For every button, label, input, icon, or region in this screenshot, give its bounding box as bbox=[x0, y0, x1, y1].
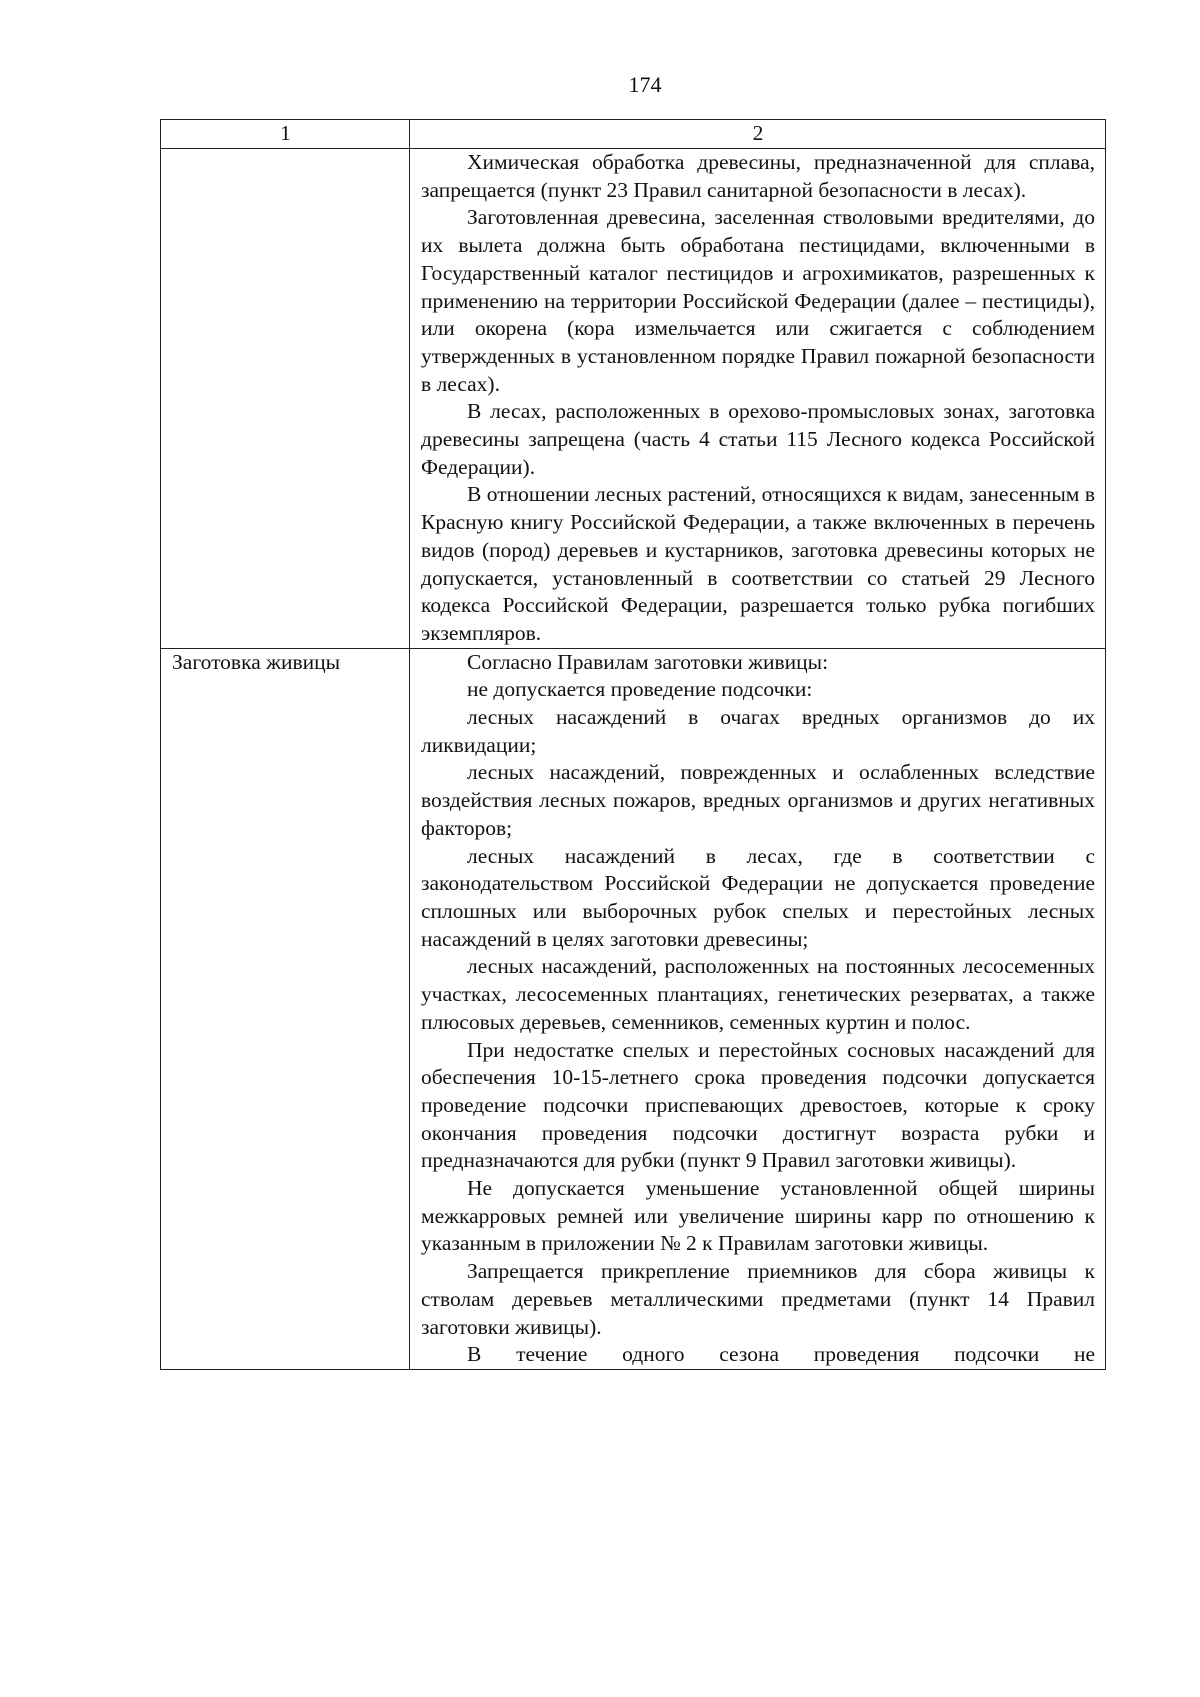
table-header-row bbox=[161, 120, 1106, 149]
page-number: 174 bbox=[628, 72, 662, 97]
paragraph: Не допускается уменьшение установленной общей ширины межкарровых ремней или увеличение ширины карр по отношению к указанным в приложении № 2 к Правилам заготовки живицы. bbox=[421, 1176, 1095, 1256]
paragraph: лесных насаждений в очагах вредных организмов до их ликвидации; bbox=[421, 705, 1095, 757]
paragraph: не допускается проведение подсочки: bbox=[467, 677, 813, 702]
paragraph: Химическая обработка древесины, предназначенной для сплава, запрещается (пункт 23 Правил санитарной безопасности в лесах). bbox=[421, 150, 1095, 202]
table-row bbox=[161, 648, 1106, 1369]
table-row bbox=[161, 149, 1106, 649]
paragraph: В отношении лесных растений, относящихся к видам, занесенным в Красную книгу Российской Федерации, а также включенных в перечень видов (пород) деревьев и кустарников, заготовка древесины которых не допускается, установленный в соответствии со статьей 29 Лесного кодекса Российской Федерации, разрешается только рубка погибших экземпляров. bbox=[421, 482, 1095, 645]
column-header: 2 bbox=[410, 120, 1106, 149]
row-text bbox=[410, 648, 1106, 1369]
paragraph: Согласно Правилам заготовки живицы: bbox=[467, 649, 829, 674]
row-label: Заготовка живицы bbox=[161, 648, 410, 1369]
row-label bbox=[161, 149, 410, 649]
paragraph: Запрещается прикрепление приемников для сбора живицы к стволам деревьев металлическими предметами (пункт 14 Правил заготовки живицы). bbox=[421, 1259, 1095, 1339]
paragraph: лесных насаждений, расположенных на постоянных лесосеменных участках, лесосеменных плантациях, генетических резерватах, а также плюсовых деревьев, семенников, семенных куртин и полос. bbox=[421, 954, 1095, 1034]
paragraph: лесных насаждений, поврежденных и ослабленных вследствие воздействия лесных пожаров, вредных организмов и других негативных факторов; bbox=[421, 760, 1095, 840]
column-header: 1 bbox=[161, 120, 410, 149]
paragraph: При недостатке спелых и перестойных сосновых насаждений для обеспечения 10-15-летнего срока проведения подсочки допускается проведение подсочки приспевающих древостоев, которые к сроку окончания проведения подсочки достигнут возраста рубки и предназначаются для рубки (пункт 9 Правил заготовки живицы). bbox=[421, 1037, 1095, 1173]
content-table bbox=[160, 119, 1106, 1370]
paragraph: В лесах, расположенных в орехово-промысловых зонах, заготовка древесины запрещена (часть 4 статьи 115 Лесного кодекса Российской Федерации). bbox=[421, 399, 1095, 479]
paragraph: лесных насаждений в лесах, где в соответствии с законодательством Российской Федерации не допускается проведение сплошных или выборочных рубок спелых и перестойных лесных насаждений в целях заготовки древесины; bbox=[421, 843, 1095, 951]
row-text bbox=[410, 149, 1106, 649]
paragraph: Заготовленная древесина, заселенная стволовыми вредителями, до их вылета должна быть обработана пестицидами, включенными в Государственный каталог пестицидов и агрохимикатов, разрешенных к применению на территории Российской Федерации (далее – пестициды), или окорена (кора измельчается или сжигается с соблюдением утвержденных в установленном порядке Правил пожарной безопасности в лесах). bbox=[421, 205, 1095, 396]
paragraph: В течение одного сезона проведения подсочки не bbox=[467, 1342, 1095, 1367]
